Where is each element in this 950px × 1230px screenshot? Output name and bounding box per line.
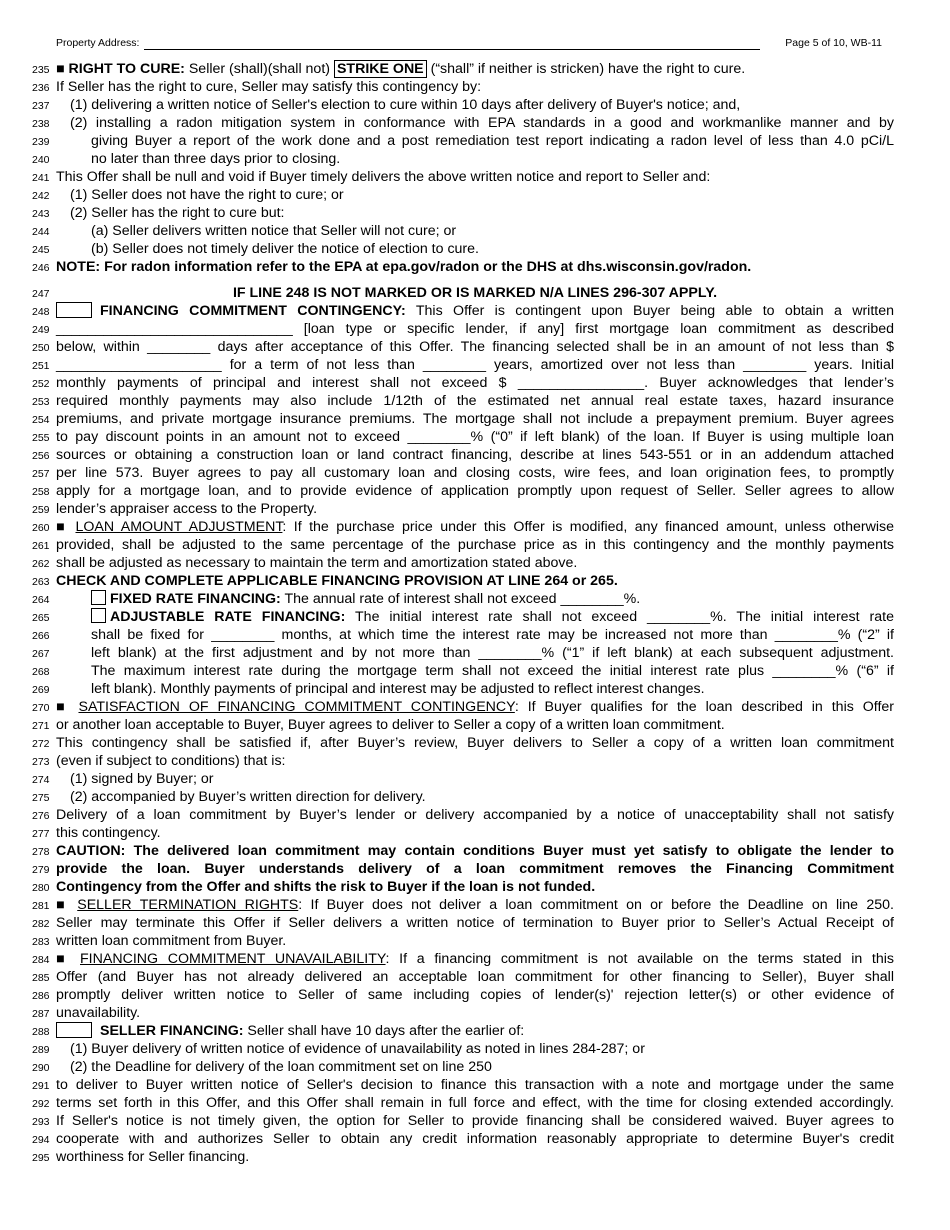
line-text [56,1022,894,1040]
line-number: 288 [32,1026,50,1038]
line-text [56,968,894,986]
line-text [56,356,894,374]
text-run: ■ [56,519,76,535]
line-number: 281 [32,900,50,912]
line-text [56,338,894,356]
line-text [56,500,894,518]
document-line [0,1004,950,1022]
line-number: 276 [32,810,50,822]
text-run: sources or obtaining a construction loan or land contract financing, describe at lines 543-551 or in an addendum attached [56,447,894,463]
line-number: 272 [32,738,50,750]
document-line [0,572,950,590]
document-line [0,626,950,644]
document-line [0,536,950,554]
document-line [0,320,950,338]
line-text [56,60,894,78]
page-number: Page 5 of 10, WB-11 [785,37,882,49]
document-line [0,132,950,150]
line-number: 261 [32,540,50,552]
document-line [0,950,950,968]
text-run: below, within ________ days after acceptance of this Offer. The financing selected shall be in an amount of not less than $ [56,339,894,355]
text-run: Seller (shall)(shall not) [184,61,334,77]
document-line [0,464,950,482]
line-number: 254 [32,414,50,426]
text-run: (1) signed by Buyer; or [70,771,214,787]
line-number: 295 [32,1152,50,1164]
line-number: 242 [32,190,50,202]
line-text [56,114,894,132]
line-number: 240 [32,154,50,166]
text-run: Offer (and Buyer has not already delivered an acceptable loan commitment for other financing to Seller), Buyer shall [56,969,894,985]
section-heading: SELLER TERMINATION RIGHTS [77,897,299,913]
text-run: IF LINE 248 IS NOT MARKED OR IS MARKED N/A LINES 296-307 APPLY. [232,285,718,301]
document-line [0,258,950,276]
line-number: 264 [32,594,50,606]
document-line [0,698,950,716]
line-text [56,1058,894,1076]
document-line [0,914,950,932]
document-line [0,1058,950,1076]
text-run: ■ [56,897,78,913]
text-run: or another loan acceptable to Buyer, Buyer agrees to deliver to Seller a copy of a written loan commitment. [56,717,725,733]
line-number: 236 [32,82,50,94]
line-text [56,752,894,770]
line-number: 250 [32,342,50,354]
document-line [0,150,950,168]
line-number: 252 [32,378,50,390]
line-text [56,860,894,878]
document-line [0,1130,950,1148]
document-line [0,716,950,734]
document-line [0,788,950,806]
text-run: unavailability. [56,1005,141,1021]
line-number: 290 [32,1062,50,1074]
line-text [56,302,894,320]
text-run: : If the purchase price under this Offer is modified, any financed amount, unless otherwise [282,519,895,535]
text-run: Contingency from the Offer and shifts the risk to Buyer if the loan is not funded. [56,879,596,895]
line-text [56,518,894,536]
text-run: : If Buyer qualifies for the loan described in this Offer [514,699,895,715]
document-line [0,356,950,374]
line-number: 294 [32,1134,50,1146]
document-line [0,96,950,114]
document-line [0,392,950,410]
document-line [0,186,950,204]
document-line [0,410,950,428]
line-number: 293 [32,1116,50,1128]
line-text [56,536,894,554]
option-checkbox[interactable] [56,1022,92,1038]
text-run: SELLER FINANCING: [100,1023,244,1039]
line-text [56,590,894,608]
line-number: 284 [32,954,50,966]
line-text [56,572,894,590]
line-number: 247 [32,288,50,300]
line-number: 278 [32,846,50,858]
text-run: Delivery of a loan commitment by Buyer’s lender or delivery accompanied by a notice of unacceptability shall not satisfy [56,807,894,823]
text-run: CHECK AND COMPLETE APPLICABLE FINANCING PROVISION AT LINE 264 or 265. [56,573,618,589]
document-line [0,860,950,878]
checkbox[interactable] [91,608,106,623]
document-line [0,168,950,186]
document-line [0,770,950,788]
document-line [0,222,950,240]
text-run: The initial interest rate shall not exceed ________%. The initial interest rate [345,609,894,625]
document-line [0,734,950,752]
line-text [56,410,894,428]
line-text [56,374,894,392]
line-number: 279 [32,864,50,876]
text-run: per line 573. Buyer agrees to pay all customary loan and closing costs, wire fees, and loan origination fees, to promptly [56,465,894,481]
line-text [56,96,894,114]
line-number: 237 [32,100,50,112]
text-run: provided, shall be adjusted to the same percentage of the purchase price as in this contingency and the monthly payments [56,537,894,553]
text-run: written loan commitment from Buyer. [56,933,287,949]
line-number: 255 [32,432,50,444]
page-header [56,37,882,51]
text-run: shall be adjusted as necessary to maintain the term and amortization stated above. [56,555,578,571]
line-number: 271 [32,720,50,732]
text-run: FIXED RATE FINANCING: [110,591,281,607]
document-line [0,114,950,132]
text-run: CAUTION: The delivered loan commitment may contain conditions Buyer must yet satisfy to obligate the lender to [56,843,894,859]
section-heading: FINANCING COMMITMENT UNAVAILABILITY [80,951,386,967]
text-run: worthiness for Seller financing. [56,1149,250,1165]
text-run: (“shall” if neither is stricken) have the right to cure. [426,61,746,77]
line-number: 267 [32,648,50,660]
line-number: 244 [32,226,50,238]
text-run: terms set forth in this Offer, and this Offer shall remain in full force and effect, with the time for closing extended accordingly. [56,1095,894,1111]
text-run: _____________________ for a term of not less than ________ years, amortized over not less than ________ years. Initial [56,357,894,373]
line-text [56,626,894,644]
line-text [56,608,894,626]
line-number: 235 [32,64,50,76]
section-heading: LOAN AMOUNT ADJUSTMENT [75,519,283,535]
line-text [56,1004,894,1022]
text-run: (2) the Deadline for delivery of the loan commitment set on line 250 [70,1059,492,1075]
document-line [0,1148,950,1166]
document-line [0,1094,950,1112]
line-text [56,482,894,500]
line-number: 251 [32,360,50,372]
line-text [56,186,894,204]
document-line [0,662,950,680]
line-number: 256 [32,450,50,462]
line-number: 259 [32,504,50,516]
line-text [56,950,894,968]
line-number: 280 [32,882,50,894]
text-run: apply for a mortgage loan, and to provide evidence of application promptly upon request of Seller. Seller agrees to allow [56,483,894,499]
line-number: 241 [32,172,50,184]
line-text [56,932,894,950]
document-line [0,1040,950,1058]
line-text [56,986,894,1004]
text-run: Seller may terminate this Offer if Seller delivers a written notice of termination to Buyer prior to Seller’s Actual Receipt of [56,915,894,931]
text-run: lender’s appraiser access to the Property. [56,501,318,517]
document-line [0,240,950,258]
line-text [56,78,894,96]
line-text [56,258,894,276]
line-number: 283 [32,936,50,948]
line-number: 270 [32,702,50,714]
line-text [56,222,894,240]
line-number: 275 [32,792,50,804]
text-run: giving Buyer a report of the work done and a post remediation test report indicating a radon level of less than 4.0 pCi/L [91,133,894,149]
line-text [56,284,894,302]
line-number: 238 [32,118,50,130]
text-run: ______________________________ [loan type or specific lender, if any] first mortgage loan commitment as described [56,321,894,337]
text-run: ADJUSTABLE RATE FINANCING: [110,609,346,625]
text-run: premiums, and private mortgage insurance premiums. The mortgage shall not include a prepayment premium. Buyer agrees [56,411,894,427]
document-line [0,1076,950,1094]
option-checkbox[interactable] [56,302,92,318]
document-body [0,60,950,1166]
line-text [56,240,894,258]
line-number: 282 [32,918,50,930]
line-text [56,788,894,806]
property-address-blank [144,49,760,50]
line-text [56,914,894,932]
line-number: 289 [32,1044,50,1056]
text-run: (a) Seller delivers written notice that Seller will not cure; or [91,223,457,239]
document-line [0,896,950,914]
line-text [56,662,894,680]
text-run: (2) Seller has the right to cure but: [70,205,285,221]
line-number: 262 [32,558,50,570]
text-run: This contingency shall be satisfied if, after Buyer’s review, Buyer delivers to Seller a copy of a written loan commitment [56,735,894,751]
line-text [56,680,894,698]
line-text [56,204,894,222]
line-text [56,150,894,168]
text-run: : If Buyer does not deliver a loan commitment on or before the Deadline on line 250. [298,897,894,913]
line-number: 249 [32,324,50,336]
document-line [0,446,950,464]
document-line [0,284,950,302]
text-run: If Seller has the right to cure, Seller may satisfy this contingency by: [56,79,482,95]
text-run: (2) installing a radon mitigation system in conformance with EPA standards in a good and workmanlike manner and by [70,115,894,131]
document-line [0,374,950,392]
text-run: provide the loan. Buyer understands delivery of a loan commitment removes the Financing Commitment [56,861,894,877]
text-run: (b) Seller does not timely deliver the notice of election to cure. [91,241,479,257]
line-number: 269 [32,684,50,696]
text-run: ■ [56,951,81,967]
line-number: 292 [32,1098,50,1110]
line-text [56,644,894,662]
line-number: 246 [32,262,50,274]
document-line [0,482,950,500]
text-run: RIGHT TO CURE: [68,61,185,77]
document-line [0,78,950,96]
text-run: NOTE: For radon information refer to the EPA at epa.gov/radon or the DHS at dhs.wisconsin.gov/radon. [56,259,752,275]
line-text [56,392,894,410]
text-run: (even if subject to conditions) that is: [56,753,286,769]
text-run: (1) delivering a written notice of Seller's election to cure within 10 days after delivery of Buyer's notice; and, [70,97,741,113]
text-run: ■ [56,699,79,715]
line-text [56,1076,894,1094]
line-text [56,824,894,842]
line-number: 285 [32,972,50,984]
line-number: 245 [32,244,50,256]
text-run: The maximum interest rate during the mortgage term shall not exceed the initial interest rate plus ________% (“6” if [91,663,894,679]
document-line [0,60,950,78]
line-text [56,716,894,734]
document-line [0,204,950,222]
text-run: left blank). Monthly payments of principal and interest may be adjusted to reflect interest changes. [91,681,705,697]
line-text [56,698,894,716]
strike-one-label: STRIKE ONE [334,60,427,78]
line-number: 266 [32,630,50,642]
line-number: 253 [32,396,50,408]
document-line [0,428,950,446]
document-line [0,500,950,518]
line-number: 243 [32,208,50,220]
line-text [56,1040,894,1058]
section-heading: SATISFACTION OF FINANCING COMMITMENT CONTINGENCY [78,699,515,715]
text-run: (2) accompanied by Buyer’s written direction for delivery. [70,789,426,805]
line-number: 268 [32,666,50,678]
document-line [0,932,950,950]
line-number: 260 [32,522,50,534]
line-text [56,896,894,914]
line-number: 273 [32,756,50,768]
text-run: left blank) at the first adjustment and by not more than ________% (“1” if left blank) at each subsequent adjustment. [91,645,894,661]
line-text [56,734,894,752]
document-line [0,842,950,860]
line-number: 258 [32,486,50,498]
line-number: 291 [32,1080,50,1092]
text-run: required monthly payments may also include 1/12th of the estimated net annual real estate taxes, hazard insurance [56,393,894,409]
document-line [0,338,950,356]
text-run: FINANCING COMMITMENT CONTINGENCY: [100,303,406,319]
line-text [56,428,894,446]
document-line [0,590,950,608]
text-run: shall be fixed for ________ months, at which time the interest rate may be increased not more than ________% (“2” if [91,627,894,643]
line-number: 274 [32,774,50,786]
document-line [0,554,950,572]
document-line [0,1022,950,1040]
line-number: 263 [32,576,50,588]
document-line [0,878,950,896]
text-run: This Offer is contingent upon Buyer being able to obtain a written [405,303,894,319]
text-run: no later than three days prior to closing. [91,151,341,167]
text-run: cooperate with and authorizes Seller to obtain any credit information reasonably appropriate to determine Buyer's credit [56,1131,894,1147]
line-number: 257 [32,468,50,480]
document-line [0,302,950,320]
text-run: This Offer shall be null and void if Buyer timely delivers the above written notice and report to Seller and: [56,169,711,185]
line-number: 287 [32,1008,50,1020]
text-run: to pay discount points in an amount not to exceed ________% (“0” if left blank) of the loan. If Buyer is using multiple loan [56,429,894,445]
line-number: 277 [32,828,50,840]
line-text [56,1094,894,1112]
document-line [0,752,950,770]
line-text [56,1112,894,1130]
text-run: ■ [56,61,69,77]
document-line [0,824,950,842]
document-line [0,518,950,536]
text-run: to deliver to Buyer written notice of Seller's decision to finance this transaction with a note and mortgage under the same [56,1077,894,1093]
line-text [56,1148,894,1166]
text-run: (1) Buyer delivery of written notice of evidence of unavailability as noted in lines 284-287; or [70,1041,645,1057]
text-run: (1) Seller does not have the right to cure; or [70,187,344,203]
document-line [0,968,950,986]
document-line [0,986,950,1004]
line-number: 239 [32,136,50,148]
line-number: 248 [32,306,50,318]
text-run: promptly deliver written notice to Seller of same including copies of lender(s)' rejection letter(s) or other evidence of [56,987,894,1003]
line-text [56,1130,894,1148]
document-line [0,680,950,698]
line-text [56,132,894,150]
property-address-label: Property Address: [56,37,140,49]
checkbox[interactable] [91,590,106,605]
document-line [0,608,950,626]
document-line [0,806,950,824]
text-run: monthly payments of principal and interest shall not exceed $ ________________. Buyer acknowledges that lender’s [56,375,894,391]
document-line [0,1112,950,1130]
line-text [56,320,894,338]
text-run: Seller shall have 10 days after the earlier of: [243,1023,525,1039]
line-text [56,554,894,572]
line-text [56,770,894,788]
line-text [56,842,894,860]
document-line [0,644,950,662]
line-text [56,806,894,824]
line-number: 286 [32,990,50,1002]
line-text [56,464,894,482]
text-run: The annual rate of interest shall not exceed ________%. [280,591,641,607]
text-run: If Seller's notice is not timely given, the option for Seller to provide financing shall be considered waived. Buyer agrees to [56,1113,894,1129]
line-text [56,446,894,464]
line-text [56,168,894,186]
line-number: 265 [32,612,50,624]
text-run: this contingency. [56,825,161,841]
text-run: : If a financing commitment is not available on the terms stated in this [385,951,895,967]
line-text [56,878,894,896]
